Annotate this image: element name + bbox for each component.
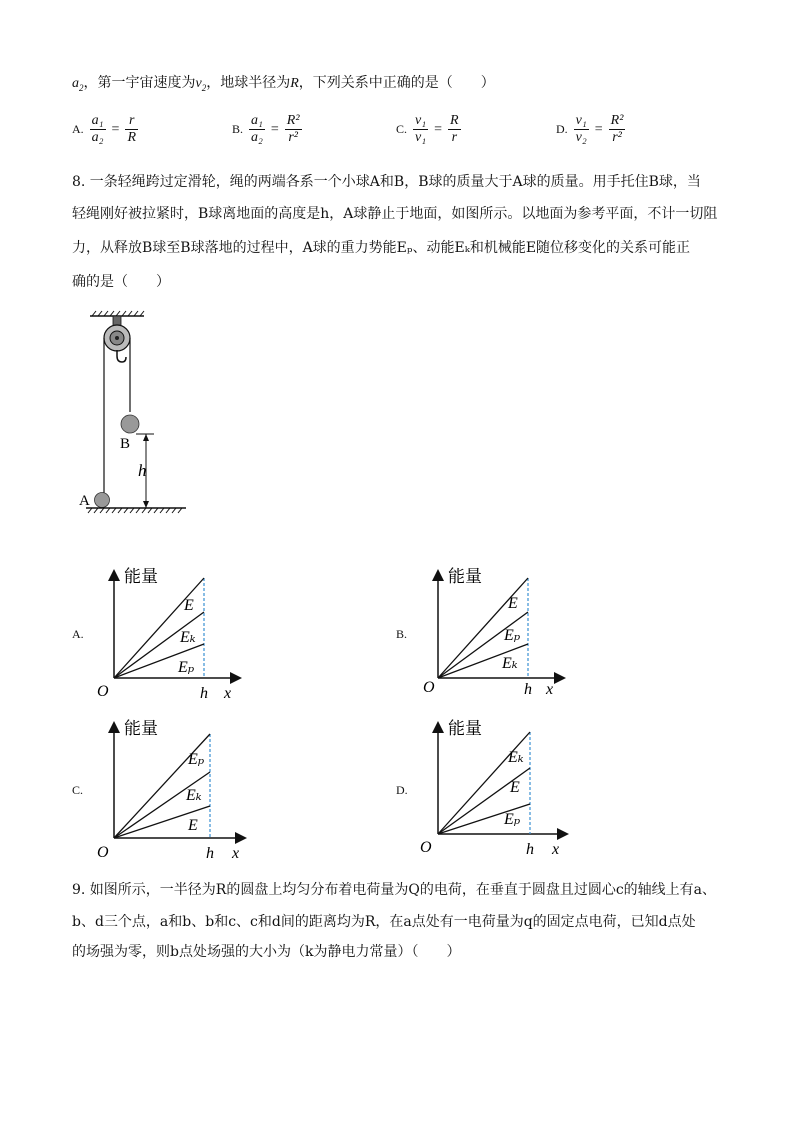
svg-text:h: h <box>524 681 532 698</box>
q8-stem-line-3: 力，从释放B球至B球落地的过程中，A球的重力势能Eₚ、动能Eₖ和机械能E随位移变化的关系可能正 <box>72 240 691 256</box>
svg-text:O: O <box>97 844 109 861</box>
svg-text:Eₚ: Eₚ <box>178 659 195 676</box>
svg-text:x: x <box>546 681 554 698</box>
q8-option-c-label[interactable]: C. <box>72 783 84 797</box>
svg-text:能量: 能量 <box>124 719 158 738</box>
svg-text:能量: 能量 <box>448 719 482 738</box>
q7-option-b[interactable]: B. $\frac{\text{a₁}}{\text{a₂}}$ = $\frac{\text{R²}}{\text{r²}}$ <box>232 113 300 145</box>
svg-text:能量: 能量 <box>448 567 482 586</box>
q7-a2: $a_2$ <box>72 76 84 93</box>
svg-text:Eₚ: Eₚ <box>188 751 205 768</box>
label-h: h <box>138 461 147 480</box>
svg-text:x: x <box>232 845 240 862</box>
svg-text:x: x <box>224 685 232 702</box>
svg-text:O: O <box>423 679 435 696</box>
svg-text:E: E <box>188 817 198 834</box>
q8-option-b-label[interactable]: B. <box>396 627 408 641</box>
svg-text:E: E <box>508 595 518 612</box>
svg-text:O: O <box>97 683 109 700</box>
q8-stem-line-1: 8. 一条轻绳跨过定滑轮，绳的两端各系一个小球A和B，B球的质量大于A球的质量。用手托住B球，当 <box>72 174 701 190</box>
graph-b[interactable] <box>418 560 578 705</box>
svg-text:Eₖ: Eₖ <box>180 629 196 646</box>
graph-a[interactable] <box>94 560 254 705</box>
svg-text:h: h <box>200 685 208 702</box>
svg-text:Eₚ: Eₚ <box>504 811 521 828</box>
svg-text:能量: 能量 <box>124 567 158 586</box>
svg-text:O: O <box>420 839 432 856</box>
svg-text:E: E <box>184 597 194 614</box>
svg-text:Eₖ: Eₖ <box>186 787 202 804</box>
label-b: B <box>120 436 131 452</box>
q9-stem-line-1: 9. 如图所示，一半径为R的圆盘上均匀分布着电荷量为Q的电荷，在垂直于圆盘且过圆心c的轴线上有a、 <box>72 882 717 898</box>
pulley-figure <box>78 310 190 516</box>
q7-v2: $v_2$ <box>195 76 207 93</box>
q7-option-d[interactable]: D. $\frac{\text{v₁}}{\text{v₂}}$ = $\frac{\text{R²}}{\text{r²}}$ <box>556 113 624 145</box>
q8-stem-line-2: 轻绳刚好被拉紧时，B球离地面的高度是h，A球静止于地面，如图所示。以地面为参考平面，不计一切阻 <box>72 206 718 222</box>
svg-text:h: h <box>206 845 214 862</box>
q8-stem-line-4: 确的是（ ） <box>72 274 170 290</box>
q7-option-a[interactable]: A. $\frac{\text{a₁}}{\text{a₂}}$ = $\frac{r}{R}$ <box>72 113 137 145</box>
q7-option-c[interactable]: C. $\frac{\text{v₁}}{\text{v₁}}$ = $\frac{R}{r}$ <box>396 113 459 145</box>
svg-text:Eₖ: Eₖ <box>508 749 524 766</box>
svg-text:x: x <box>552 841 560 858</box>
q9-stem-line-3: 的场强为零，则b点处场强的大小为（k为静电力常量）（ ） <box>72 944 461 960</box>
q8-option-d-label[interactable]: D. <box>396 783 408 797</box>
ball-b <box>121 415 139 433</box>
graph-c[interactable] <box>94 712 254 862</box>
q8-option-a-label[interactable]: A. <box>72 627 84 641</box>
svg-text:Eₚ: Eₚ <box>504 627 521 644</box>
ball-a <box>95 493 110 508</box>
svg-text:h: h <box>526 841 534 858</box>
svg-text:E: E <box>510 779 520 796</box>
svg-text:Eₖ: Eₖ <box>502 655 518 672</box>
graph-d[interactable] <box>418 712 578 862</box>
q7-R: R <box>290 76 299 91</box>
q9-stem-line-2: b、d三个点，a和b、b和c、c和d间的距离均为R，在a点处有一电荷量为q的固定点电荷，已知d点处 <box>72 914 696 930</box>
label-a: A <box>79 493 90 509</box>
q7-stem-line: $a_2$，第一宇宙速度为$v_2$，地球半径为R，下列关系中正确的是（ ） <box>72 75 495 93</box>
